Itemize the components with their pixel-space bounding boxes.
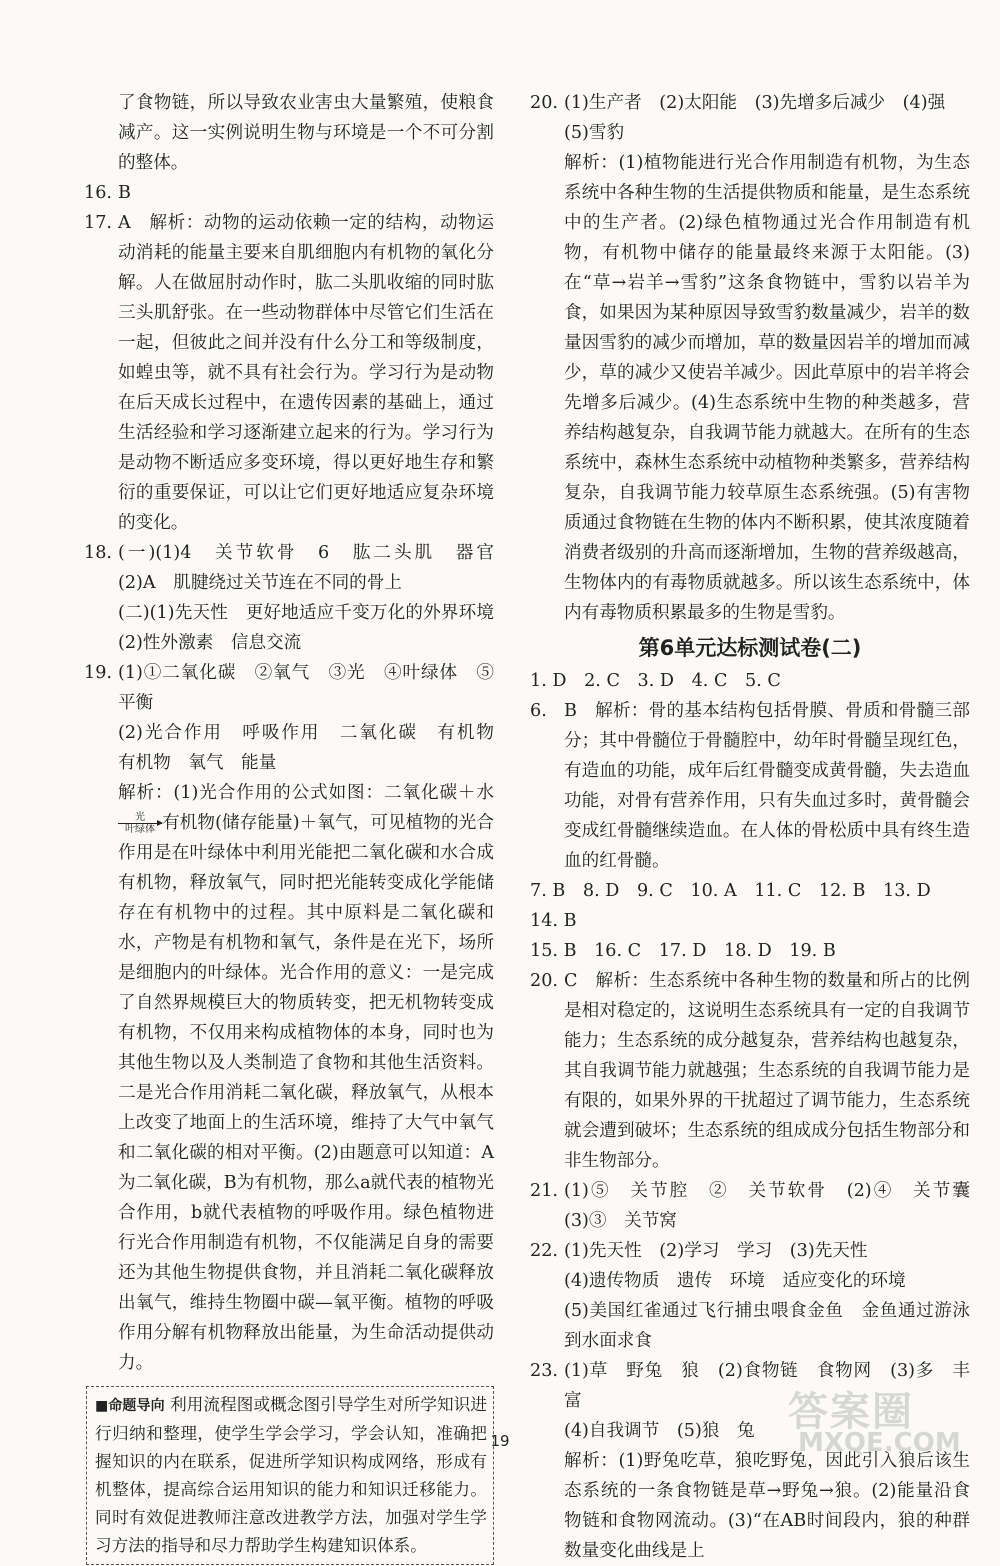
right-column bbox=[530, 88, 988, 1566]
analysis-before-formula: 解析：(1)光合作用的公式如图：二氧化碳＋水 bbox=[118, 783, 494, 803]
right-arrow-icon bbox=[118, 823, 162, 824]
answer-16 bbox=[84, 178, 494, 208]
question-number: 18. bbox=[84, 543, 112, 563]
answer-19 bbox=[84, 658, 494, 718]
answers-7-14: 7. B 8. D 9. C 10. A 11. C 12. B 13. D 14. B bbox=[530, 881, 949, 931]
reaction-arrow bbox=[118, 812, 162, 835]
question-number: 19. bbox=[84, 663, 112, 683]
answer-22-part-2: (4)遗传物质 遗传 环境 适应变化的环境 bbox=[564, 1271, 906, 1291]
answer-text: (1)生产者 (2)太阳能 (3)先增多后减少 (4)强 bbox=[564, 93, 946, 113]
answer-20-analysis: 解析：(1)植物能进行光合作用制造有机物，为生态系统中各种生物的生活提供物质和能量，是生态系统中的生产者。(2)绿色植物通过光合作用制造有机物，有机物中储存的能量最终来源于太阳能。(3)在“草→岩羊→雪豹”这条食物链中，雪豹以岩羊为食，如果因为某种原因导致雪豹数量减少，岩羊的数量因雪豹的减少而增加，草的数量因岩羊的增加而减少，草的减少又使岩羊减少。因此草原中的岩羊将会先增多后减少。(4)生态系统中生物的种类越多，营养结构越复杂，自我调节能力就越大。在所有的生态系统中，森林生态系统中动植物种类繁多，营养结构复杂，自我调节能力较草原生态系统强。(5)有害物质通过食物链在生物的体内不断积累，使其浓度随着消费者级别的升高而逐渐增加，生物的营养级越高，生物体内的有毒物质就越多。所以该生态系统中，体内有毒物质积累最多的生物是雪豹。 bbox=[564, 153, 970, 623]
analysis-after-formula: 有机物(储存能量)＋氧气，可见植物的光合作用是在叶绿体中利用光能把二氧化碳和水合成有机物，释放氧气，同时把光能转变成化学能储存在有机物中的过程。其中原料是二氧化碳和水，产物是有机物和氧气，条件是在光下，场所是细胞内的叶绿体。光合作用的意义：一是完成了自然界规模巨大的物质转变，把无机物转变成有机物，不仅用来构成植物体的本身，同时也为其他生物以及人类制造了食物和其他生活资料。二是光合作用消耗二氧化碳，释放氧气，从根本上改变了地面上的生活环境，维持了大气中氧气和二氧化碳的相对平衡。(2)由题意可以知道：A为二氧化碳，B为有机物，那么a就代表的植物光合作用，b就代表植物的呼吸作用。绿色植物进行光合作用制造有机物，不仅能满足自身的需要还为其他生物提供食物，并且消耗二氧化碳释放出氧气，维持生物圈中碳—氧平衡。植物的呼吸作用分解有机物释放出能量，为生命活动提供动力。 bbox=[118, 813, 494, 1373]
note-tag: ■命题导向 bbox=[95, 1398, 165, 1414]
question-number: 6. bbox=[530, 701, 547, 721]
answer-17 bbox=[84, 208, 494, 538]
answer-20-part-2: (5)雪豹 bbox=[564, 123, 625, 143]
question-number: 20. bbox=[530, 971, 558, 991]
answer-19-part-2: (2)光合作用 呼吸作用 二氧化碳 有机物 有机物 氧气 能量 bbox=[118, 723, 512, 773]
answer-19-analysis bbox=[84, 778, 494, 1378]
answer-text: (一)(1)4 关节软骨 6 肱二头肌 器官 (2)A 肌腱绕过关节连在不同的骨上 bbox=[118, 543, 512, 593]
arrow-condition-top: 光 bbox=[135, 811, 145, 823]
answer-23-analysis: 解析：(1)野兔吃草，狼吃野兔，因此引入狼后该生态系统的一条食物链是草→野兔→狼。(2)能量沿食物链和食物网流动。(3)“在AB时间段内，狼的种群数量变化曲线是上 bbox=[564, 1451, 970, 1561]
answer-18-part-2: (二)(1)先天性 更好地适应千变万化的外界环境 (2)性外激素 信息交流 bbox=[118, 603, 512, 653]
answer-20b bbox=[530, 966, 970, 1176]
continuation-text: 了食物链，所以导致农业害虫大量繁殖，使粮食减产。这一实例说明生物与环境是一个不可分割的整体。 bbox=[118, 93, 494, 173]
question-number: 22. bbox=[530, 1241, 558, 1261]
question-number: 21. bbox=[530, 1181, 558, 1201]
question-number: 17. bbox=[84, 213, 112, 233]
answer-18 bbox=[84, 538, 512, 598]
answer-23-part-2: (4)自我调节 (5)狼 兔 bbox=[564, 1421, 755, 1441]
answer-text: C 解析：生态系统中各种生物的数量和所占的比例是相对稳定的，这说明生态系统具有一定的自我调节能力；生态系统的成分越复杂，营养结构也越复杂，其自我调节能力就越强；生态系统的自我调节能力是有限的，如果外界的干扰超过了调节能力，生态系统就会遭到破坏；生态系统的组成成分包括生物部分和非生物部分。 bbox=[564, 971, 970, 1171]
answer-text: B bbox=[118, 183, 131, 203]
answer-21 bbox=[530, 1176, 988, 1236]
answer-22-part-3: (5)美国红雀通过飞行捕虫喂食金鱼 金鱼通过游泳到水面求食 bbox=[564, 1301, 970, 1351]
answer-text: (1)先天性 (2)学习 学习 (3)先天性 bbox=[564, 1241, 868, 1261]
arrow-condition-bottom: 叶绿体 bbox=[125, 823, 155, 835]
watermark-text: 答案圈 bbox=[788, 1389, 914, 1435]
answer-text: A 解析：动物的运动依赖一定的结构，动物运动消耗的能量主要来自肌细胞内有机物的氧化分解。人在做屈肘动作时，肱二头肌收缩的同时肱三头肌舒张。在一些动物群体中尽管它们生活在一起，但彼此之间并没有什么分工和等级制度，如蝗虫等，就不具有社会行为。学习行为是动物在后天成长过程中，在遗传因素的基础上，通过生活经验和学习逐渐建立起来的行为。学习行为是动物不断适应多变环境，得以更好地生存和繁衍的重要保证，可以让它们更好地适应复杂环境的变化。 bbox=[118, 213, 494, 533]
left-column bbox=[84, 88, 512, 1565]
answer-text: (1)①二氧化碳 ②氧气 ③光 ④叶绿体 ⑤平衡 bbox=[118, 663, 494, 713]
page-number: 19 bbox=[490, 1432, 510, 1450]
answer-20 bbox=[530, 88, 970, 118]
answers-1-5: 1. D 2. C 3. D 4. C 5. C bbox=[530, 671, 781, 691]
question-number: 20. bbox=[530, 93, 558, 113]
section-title: 第6单元达标测试卷(二) bbox=[638, 636, 862, 660]
answer-text: (1)⑤ 关节腔 ② 关节软骨 (2)④ 关节囊 (3)③ 关节窝 bbox=[564, 1181, 988, 1231]
question-number: 16. bbox=[84, 183, 112, 203]
note-box bbox=[86, 1386, 494, 1565]
answer-text: B 解析：骨的基本结构包括骨膜、骨质和骨髓三部分；其中骨髓位于骨髓腔中，幼年时骨髓呈现红色，有造血的功能，成年后红骨髓变成黄骨髓，失去造血功能，对骨有营养作用，只有失血过多时，黄骨髓会变成红骨髓继续造血。在人体的骨松质中具有终生造血的红骨髓。 bbox=[564, 701, 970, 871]
note-text: 利用流程图或概念图引导学生对所学知识进行归纳和整理，使学生学会学习，学会认知，准确把握知识的内在联系，促进所学知识构成网络，形成有机整体，提高综合运用知识的能力和知识迁移能力。同时有效促进教师注意改进教学方法，加强对学生学习方法的指导和尽力帮助学生构建知识体系。 bbox=[95, 1395, 487, 1555]
watermark-logo bbox=[788, 1380, 978, 1460]
watermark-url: MXQE.COM bbox=[798, 1428, 961, 1458]
answer-22 bbox=[530, 1236, 970, 1266]
answer-text: (1)草 野兔 狼 (2)食物链 食物网 (3)多 丰富 bbox=[564, 1361, 970, 1411]
answers-15-19: 15. B 16. C 17. D 18. D 19. B bbox=[530, 941, 836, 961]
answer-6 bbox=[530, 696, 970, 876]
question-number: 23. bbox=[530, 1361, 558, 1381]
